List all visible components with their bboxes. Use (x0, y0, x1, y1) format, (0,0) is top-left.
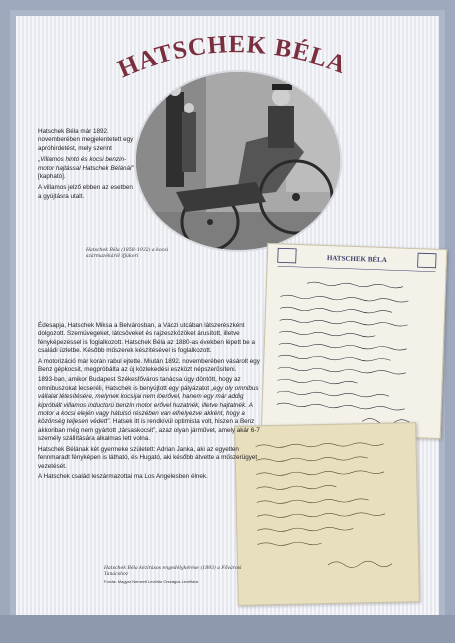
body-paragraph-2: A motorizáció már korán rabul ejtette. Miután 1892. novemberében vásárolt egy Benz gépkocsit, megpróbálta az új közlekedési eszközt népszerűsíteni. (38, 357, 260, 374)
photo-caption-signature: Hatschek Béla (1858–1932) a kocsi származékáról ifjúkori (86, 248, 169, 259)
intro-quote: „Villamos hintó és kocsi benzin-motor hajtással Hatschek Bélánál” (38, 156, 134, 172)
bottom-band (0, 615, 455, 643)
document-caption-text: Hatschek Béla kézírásos engedélykérése (1893) a Fővárosi Tanácshoz (104, 566, 242, 577)
source-credit: Forrás: Magyar Nemzeti Levéltár Országos Levéltára (104, 579, 199, 584)
page-title: HATSCHEK BÉLA (114, 31, 351, 84)
body-paragraph-3 (38, 376, 268, 443)
handwriting-scribbles (262, 244, 446, 438)
intro-paragraph-1: Hatschek Béla már 1892. novemberében megjelentetett egy apróhirdetést, mely szerint (38, 128, 134, 152)
body-paragraph-3-quote-end: A motor a kocsi elején vagy hátulsó részében van elhelyezve akként, hogy a közönség teljesen védett”. (38, 401, 253, 426)
body-paragraph-3-quote: „egy oly omnibus vállalat létesítésére, melynek kocsijai nem lóerővel, hanem egy már addig kipróbált villamos inductorú benzin motor erővel huzatnék, illetve hajtatnék. (38, 384, 259, 409)
intro-paragraph-2: A villamos jelző ebben az esetben a gyújtásra utalt. (38, 184, 133, 200)
document-letterhead-title: HATSCHEK BÉLA (326, 254, 387, 265)
body-paragraph-5: A Hatschek család leszármazottai ma Los Angelesben élnek. (38, 472, 208, 480)
main-body-text (38, 322, 268, 483)
body-paragraph-3-end: Hatsek itt is rendkívül optimista volt, hiszen a Benz akkoriban még nem gyártott „társaskocsit”, azaz olyan járművet, amely akár 6-7 személy szállítására alkalmas lett volna. (38, 418, 260, 443)
intro-quote-tail: [kapható]. (38, 173, 66, 181)
body-paragraph-1: Édesapja, Hatschek Miksa a Belvárosban, a Váczi utcában látszerészként dolgozott. Szemüvegeket, látcsöveket és rajzeszközöket árusított, illetve fényképezéssel is foglalkozott. Hatschek Béla az 1880-as években lépett be a családi üzletbe. Később műszerek készítésével is foglalkozott. (38, 322, 256, 355)
body-paragraph-3-intro: 1893-ban, amikor Budapest Székesfőváros tanácsa úgy döntött, hogy az omnibuszokat lecseréli, Hatschek is benyújtott egy pályázatot (38, 376, 241, 392)
document-caption-signature (104, 566, 254, 585)
historic-car-photo (134, 70, 342, 252)
body-paragraph-4: Hatschek Bélának két gyermeke született: Adrian Janka, aki az egyetlen fennmaradt fényképen is látható, és Hugató, aki később átvette a műszerügyet vezetését. (38, 445, 258, 470)
letterhead-document (261, 243, 448, 439)
intro-text (38, 128, 138, 201)
